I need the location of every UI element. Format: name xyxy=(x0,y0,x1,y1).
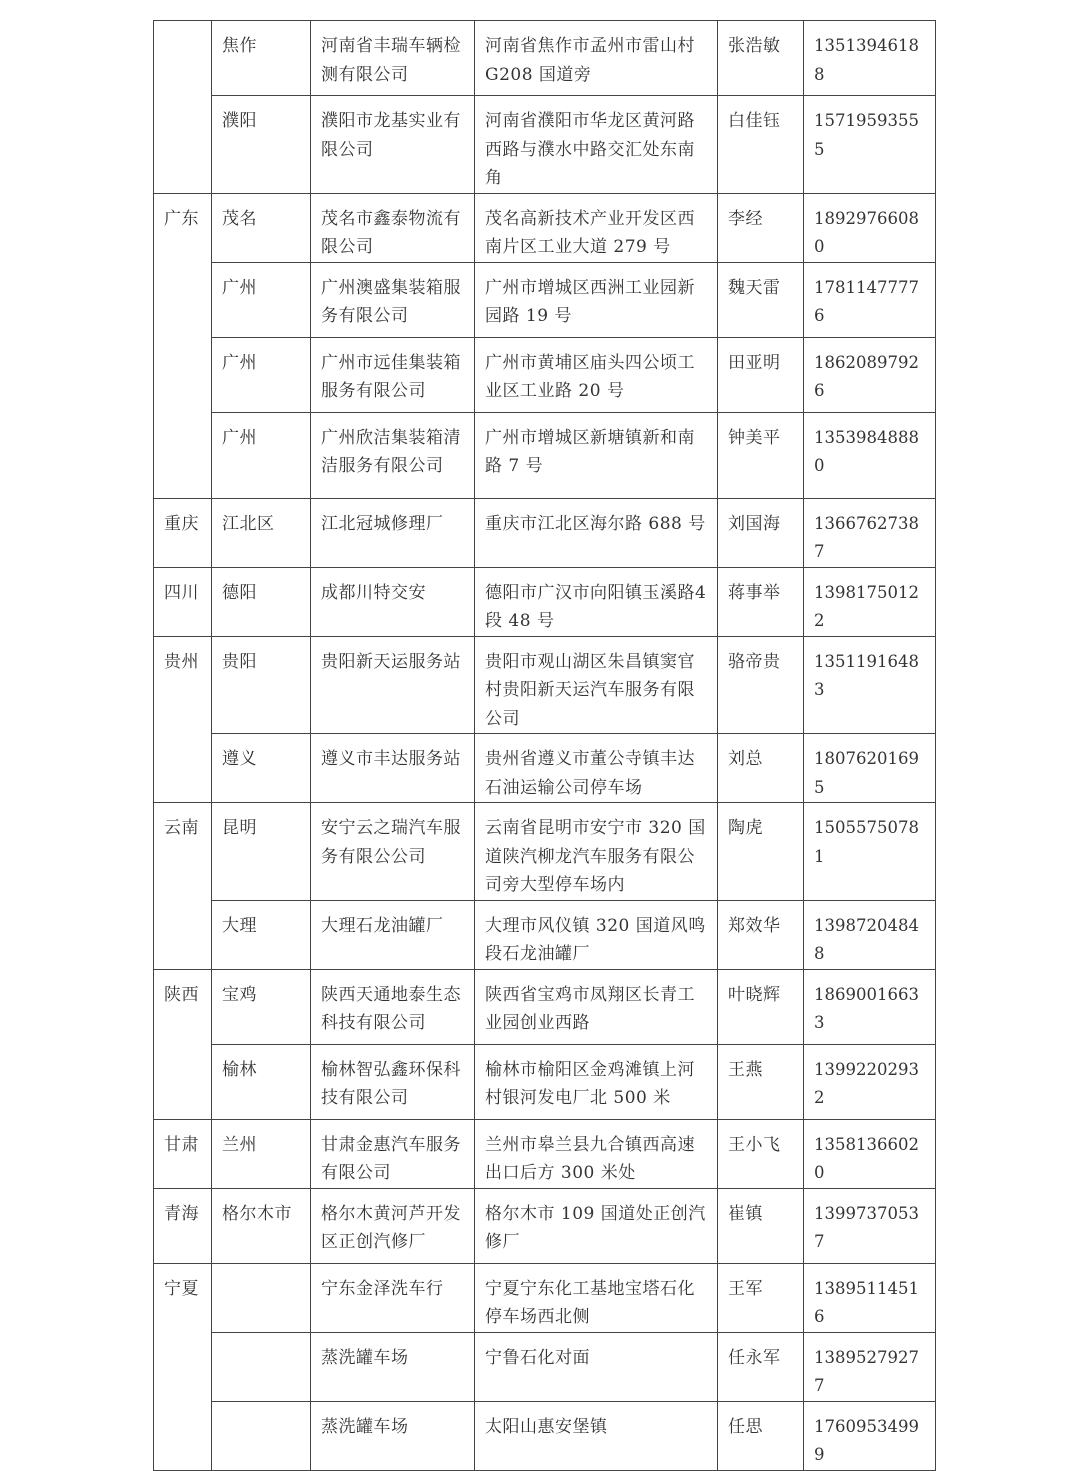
contact-cell: 刘国海 xyxy=(718,498,804,567)
table-row xyxy=(154,1188,936,1263)
city-cell: 江北区 xyxy=(212,498,311,567)
province-cell: 宁夏 xyxy=(154,1263,212,1470)
company-cell: 甘肃金惠汽车服务有限公司 xyxy=(311,1119,475,1188)
table-row xyxy=(154,900,936,969)
company-cell: 格尔木黄河芦开发区正创汽修厂 xyxy=(311,1188,475,1263)
address-cell: 广州市增城区西洲工业园新园路 19 号 xyxy=(475,262,718,337)
company-cell: 宁东金泽洗车行 xyxy=(311,1263,475,1332)
phone-cell: 13895279277 xyxy=(804,1332,936,1401)
company-cell: 广州市远佳集装箱服务有限公司 xyxy=(311,337,475,412)
address-cell: 云南省昆明市安宁市 320 国道陕汽柳龙汽车服务有限公司旁大型停车场内 xyxy=(475,803,718,901)
address-cell: 重庆市江北区海尔路 688 号 xyxy=(475,498,718,567)
contact-cell: 王军 xyxy=(718,1263,804,1332)
contact-cell: 王燕 xyxy=(718,1044,804,1119)
city-cell: 遵义 xyxy=(212,734,311,803)
city-cell xyxy=(212,1332,311,1401)
address-cell: 德阳市广汉市向阳镇玉溪路4 段 48 号 xyxy=(475,567,718,636)
phone-cell: 13581366020 xyxy=(804,1119,936,1188)
phone-cell: 18076201695 xyxy=(804,734,936,803)
address-cell: 大理市风仪镇 320 国道风鸣段石龙油罐厂 xyxy=(475,900,718,969)
contact-cell: 李经 xyxy=(718,193,804,262)
table-row xyxy=(154,1119,936,1188)
table-body xyxy=(154,21,936,1471)
contact-cell: 崔镇 xyxy=(718,1188,804,1263)
company-cell: 茂名市鑫泰物流有限公司 xyxy=(311,193,475,262)
city-cell: 广州 xyxy=(212,412,311,498)
address-cell: 兰州市皋兰县九合镇西高速出口后方 300 米处 xyxy=(475,1119,718,1188)
city-cell: 宝鸡 xyxy=(212,969,311,1044)
contact-cell: 张浩敏 xyxy=(718,21,804,96)
province-cell: 陕西 xyxy=(154,969,212,1119)
city-cell xyxy=(212,1263,311,1332)
company-cell: 广州欣洁集装箱清洁服务有限公司 xyxy=(311,412,475,498)
contact-cell: 田亚明 xyxy=(718,337,804,412)
phone-cell: 18690016633 xyxy=(804,969,936,1044)
contact-cell: 郑效华 xyxy=(718,900,804,969)
city-cell: 广州 xyxy=(212,262,311,337)
table-row xyxy=(154,193,936,262)
city-cell: 濮阳 xyxy=(212,96,311,194)
phone-cell: 13511916483 xyxy=(804,636,936,734)
address-cell: 贵阳市观山湖区朱昌镇窦官村贵阳新天运汽车服务有限公司 xyxy=(475,636,718,734)
address-cell: 榆林市榆阳区金鸡滩镇上河村银河发电厂北 500 米 xyxy=(475,1044,718,1119)
company-cell: 蒸洗罐车场 xyxy=(311,1401,475,1470)
contact-cell: 钟美平 xyxy=(718,412,804,498)
province-cell: 重庆 xyxy=(154,498,212,567)
contact-cell: 叶晓辉 xyxy=(718,969,804,1044)
address-cell: 宁夏宁东化工基地宝塔石化停车场西北侧 xyxy=(475,1263,718,1332)
table-row xyxy=(154,567,936,636)
company-cell: 濮阳市龙基实业有限公司 xyxy=(311,96,475,194)
city-cell: 昆明 xyxy=(212,803,311,901)
province-cell xyxy=(154,21,212,194)
phone-cell: 17811477776 xyxy=(804,262,936,337)
phone-cell: 13981750122 xyxy=(804,567,936,636)
contact-cell: 魏天雷 xyxy=(718,262,804,337)
table-row xyxy=(154,1263,936,1332)
table-row xyxy=(154,21,936,96)
contact-cell: 任永军 xyxy=(718,1332,804,1401)
contact-cell: 刘总 xyxy=(718,734,804,803)
company-cell: 安宁云之瑞汽车服务有限公公司 xyxy=(311,803,475,901)
company-cell: 广州澳盛集装箱服务有限公司 xyxy=(311,262,475,337)
province-cell: 云南 xyxy=(154,803,212,970)
city-cell: 茂名 xyxy=(212,193,311,262)
phone-cell: 13539848880 xyxy=(804,412,936,498)
table-row xyxy=(154,262,936,337)
address-cell: 宁鲁石化对面 xyxy=(475,1332,718,1401)
table-row xyxy=(154,636,936,734)
company-cell: 蒸洗罐车场 xyxy=(311,1332,475,1401)
contact-cell: 骆帝贵 xyxy=(718,636,804,734)
province-cell: 青海 xyxy=(154,1188,212,1263)
city-cell: 格尔木市 xyxy=(212,1188,311,1263)
phone-cell: 18929766080 xyxy=(804,193,936,262)
address-cell: 广州市增城区新塘镇新和南路 7 号 xyxy=(475,412,718,498)
city-cell xyxy=(212,1401,311,1470)
phone-cell: 13667627387 xyxy=(804,498,936,567)
company-cell: 河南省丰瑞车辆检测有限公司 xyxy=(311,21,475,96)
city-cell: 兰州 xyxy=(212,1119,311,1188)
table-row xyxy=(154,803,936,901)
phone-cell: 13997370537 xyxy=(804,1188,936,1263)
province-cell: 贵州 xyxy=(154,636,212,803)
address-cell: 格尔木市 109 国道处正创汽修厂 xyxy=(475,1188,718,1263)
company-cell: 遵义市丰达服务站 xyxy=(311,734,475,803)
phone-cell: 18620897926 xyxy=(804,337,936,412)
company-cell: 江北冠城修理厂 xyxy=(311,498,475,567)
phone-cell: 15719593555 xyxy=(804,96,936,194)
company-cell: 榆林智弘鑫环保科技有限公司 xyxy=(311,1044,475,1119)
contact-cell: 王小飞 xyxy=(718,1119,804,1188)
address-cell: 陕西省宝鸡市凤翔区长青工业园创业西路 xyxy=(475,969,718,1044)
table-row xyxy=(154,412,936,498)
province-cell: 四川 xyxy=(154,567,212,636)
phone-cell: 15055750781 xyxy=(804,803,936,901)
address-cell: 河南省焦作市孟州市雷山村G208 国道旁 xyxy=(475,21,718,96)
city-cell: 广州 xyxy=(212,337,311,412)
address-cell: 茂名高新技术产业开发区西南片区工业大道 279 号 xyxy=(475,193,718,262)
city-cell: 榆林 xyxy=(212,1044,311,1119)
table-row xyxy=(154,96,936,194)
contact-cell: 白佳钰 xyxy=(718,96,804,194)
address-cell: 太阳山惠安堡镇 xyxy=(475,1401,718,1470)
phone-cell: 13992202932 xyxy=(804,1044,936,1119)
phone-cell: 13513946188 xyxy=(804,21,936,96)
address-cell: 广州市黄埔区庙头四公顷工业区工业路 20 号 xyxy=(475,337,718,412)
province-cell: 广东 xyxy=(154,193,212,498)
phone-cell: 13895114516 xyxy=(804,1263,936,1332)
province-cell: 甘肃 xyxy=(154,1119,212,1188)
contact-cell: 任思 xyxy=(718,1401,804,1470)
address-cell: 贵州省遵义市董公寺镇丰达石油运输公司停车场 xyxy=(475,734,718,803)
table-row xyxy=(154,969,936,1044)
address-cell: 河南省濮阳市华龙区黄河路西路与濮水中路交汇处东南角 xyxy=(475,96,718,194)
city-cell: 焦作 xyxy=(212,21,311,96)
table-row xyxy=(154,734,936,803)
contact-cell: 蒋事举 xyxy=(718,567,804,636)
company-cell: 成都川特交安 xyxy=(311,567,475,636)
table-row xyxy=(154,1044,936,1119)
table-row xyxy=(154,1332,936,1401)
table-row xyxy=(154,498,936,567)
company-cell: 大理石龙油罐厂 xyxy=(311,900,475,969)
phone-cell: 17609534999 xyxy=(804,1401,936,1470)
table-row xyxy=(154,337,936,412)
phone-cell: 13987204848 xyxy=(804,900,936,969)
city-cell: 德阳 xyxy=(212,567,311,636)
city-cell: 大理 xyxy=(212,900,311,969)
contact-cell: 陶虎 xyxy=(718,803,804,901)
company-cell: 贵阳新天运服务站 xyxy=(311,636,475,734)
station-table xyxy=(153,20,936,1471)
city-cell: 贵阳 xyxy=(212,636,311,734)
company-cell: 陕西天通地泰生态科技有限公司 xyxy=(311,969,475,1044)
table-row xyxy=(154,1401,936,1470)
